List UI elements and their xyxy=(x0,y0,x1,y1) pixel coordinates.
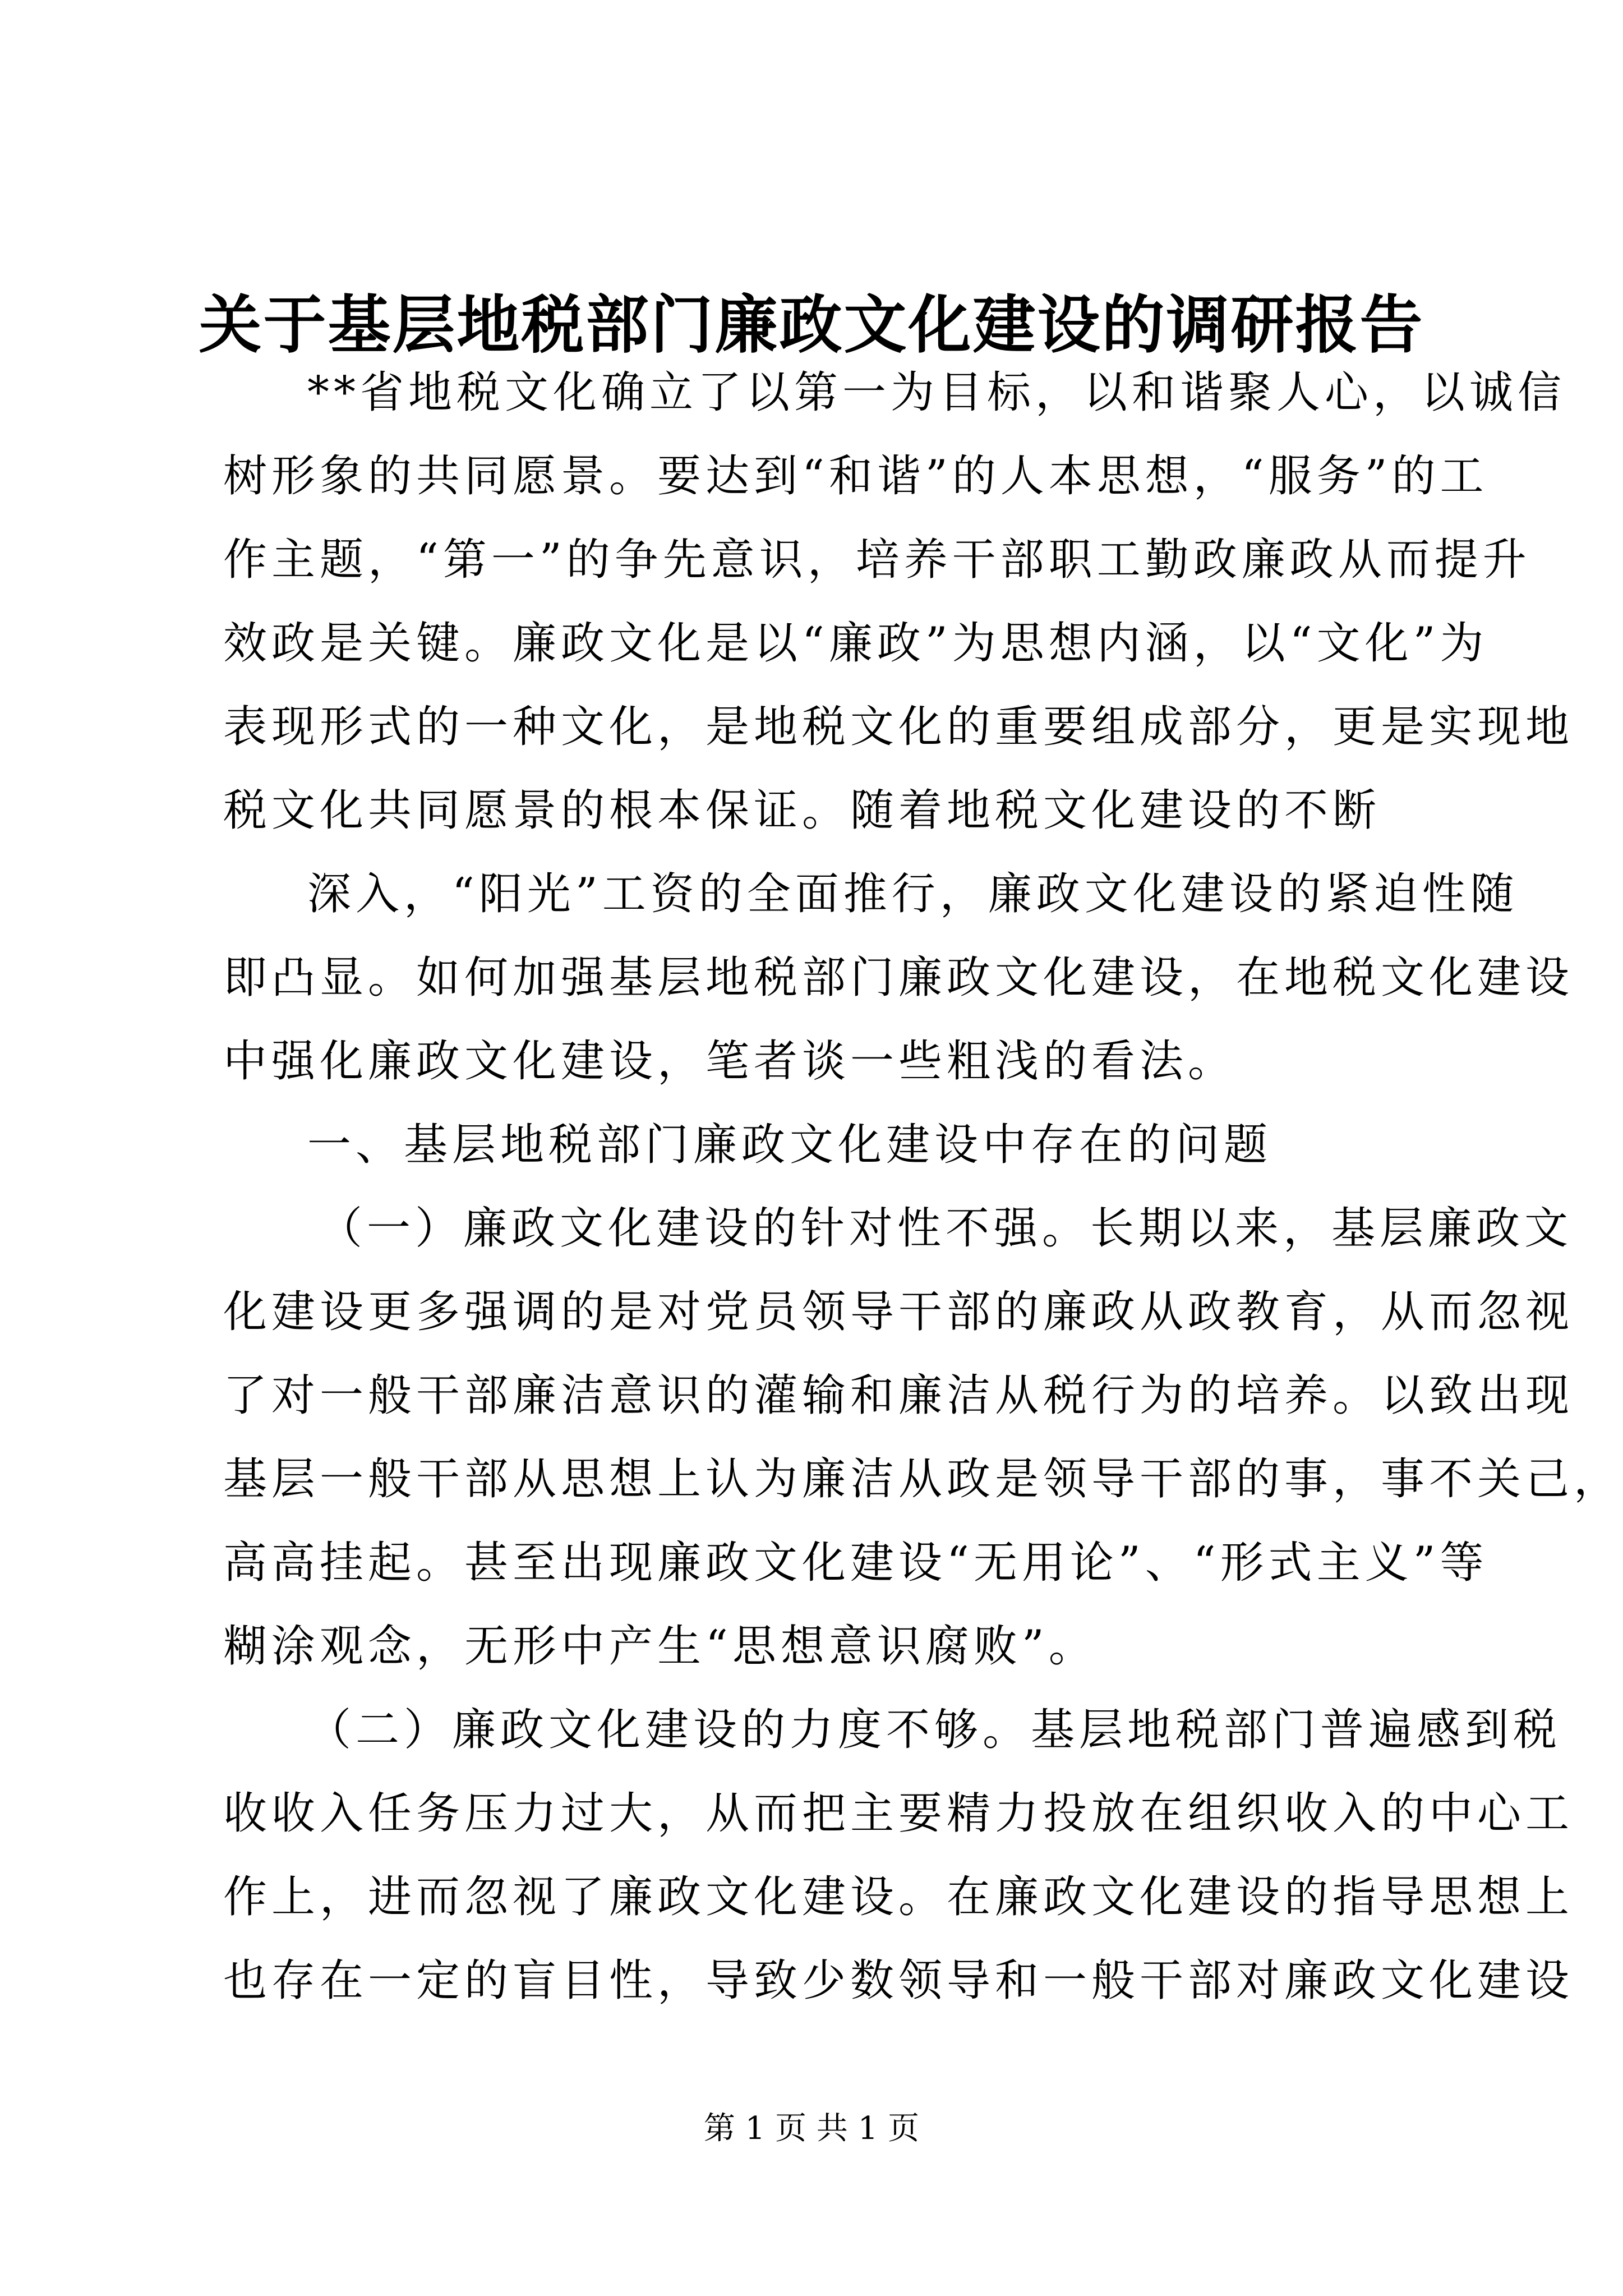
paragraph-line: 税文化共同愿景的根本保证。随着地税文化建设的不断 xyxy=(223,785,1381,836)
paragraph-line: 了对一般干部廉洁意识的灌输和廉洁从税行为的培养。以致出现 xyxy=(223,1370,1574,1421)
paragraph-line: 深入，“阳光”工资的全面推行，廉政文化建设的紧迫性随 xyxy=(307,869,1519,919)
paragraph-line: （一）廉政文化建设的针对性不强。长期以来，基层廉政文 xyxy=(319,1203,1573,1254)
document-body xyxy=(223,351,1622,2023)
paragraph-line: 即凸显。如何加强基层地税部门廉政文化建设，在地税文化建设 xyxy=(223,953,1574,1003)
paragraph-line: 效政是关键。廉政文化是以“廉政”为思想内涵，以“文化”为 xyxy=(223,618,1488,669)
paragraph-line: 收收入任务压力过大，从而把主要精力投放在组织收入的中心工 xyxy=(223,1788,1574,1839)
paragraph-line: 树形象的共同愿景。要达到“和谐”的人本思想，“服务”的工 xyxy=(223,451,1488,501)
paragraph-line: 中强化廉政文化建设，笔者谈一些粗浅的看法。 xyxy=(223,1036,1237,1087)
page-footer: 第 1 页 共 1 页 xyxy=(703,2110,920,2147)
document-title: 关于基层地税部门廉政文化建设的调研报告 xyxy=(199,288,1424,362)
section-heading: 一、基层地税部门廉政文化建设中存在的问题 xyxy=(307,1120,1272,1170)
paragraph-line: 作上，进而忽视了廉政文化建设。在廉政文化建设的指导思想上 xyxy=(223,1872,1574,1922)
paragraph-line: 基层一般干部从思想上认为廉洁从政是领导干部的事，事不关己， xyxy=(223,1454,1622,1504)
paragraph-line: 作主题，“第一”的争先意识，培养干部职工勤政廉政从而提升 xyxy=(223,535,1531,585)
paragraph-line: **省地税文化确立了以第一为目标，以和谐聚人心，以诚信 xyxy=(307,367,1566,418)
paragraph-line: 表现形式的一种文化，是地税文化的重要组成部分，更是实现地 xyxy=(223,702,1574,752)
paragraph-line: 也存在一定的盲目性，导致少数领导和一般干部对廉政文化建设 xyxy=(223,1955,1574,2006)
paragraph-line: 高高挂起。甚至出现廉政文化建设“无用论”、“形式主义”等 xyxy=(223,1538,1488,1588)
paragraph-line: 化建设更多强调的是对党员领导干部的廉政从政教育，从而忽视 xyxy=(223,1287,1574,1337)
paragraph-line: （二）廉政文化建设的力度不够。基层地税部门普遍感到税 xyxy=(307,1705,1562,1755)
paragraph-line: 糊涂观念，无形中产生“思想意识腐败”。 xyxy=(223,1621,1097,1672)
